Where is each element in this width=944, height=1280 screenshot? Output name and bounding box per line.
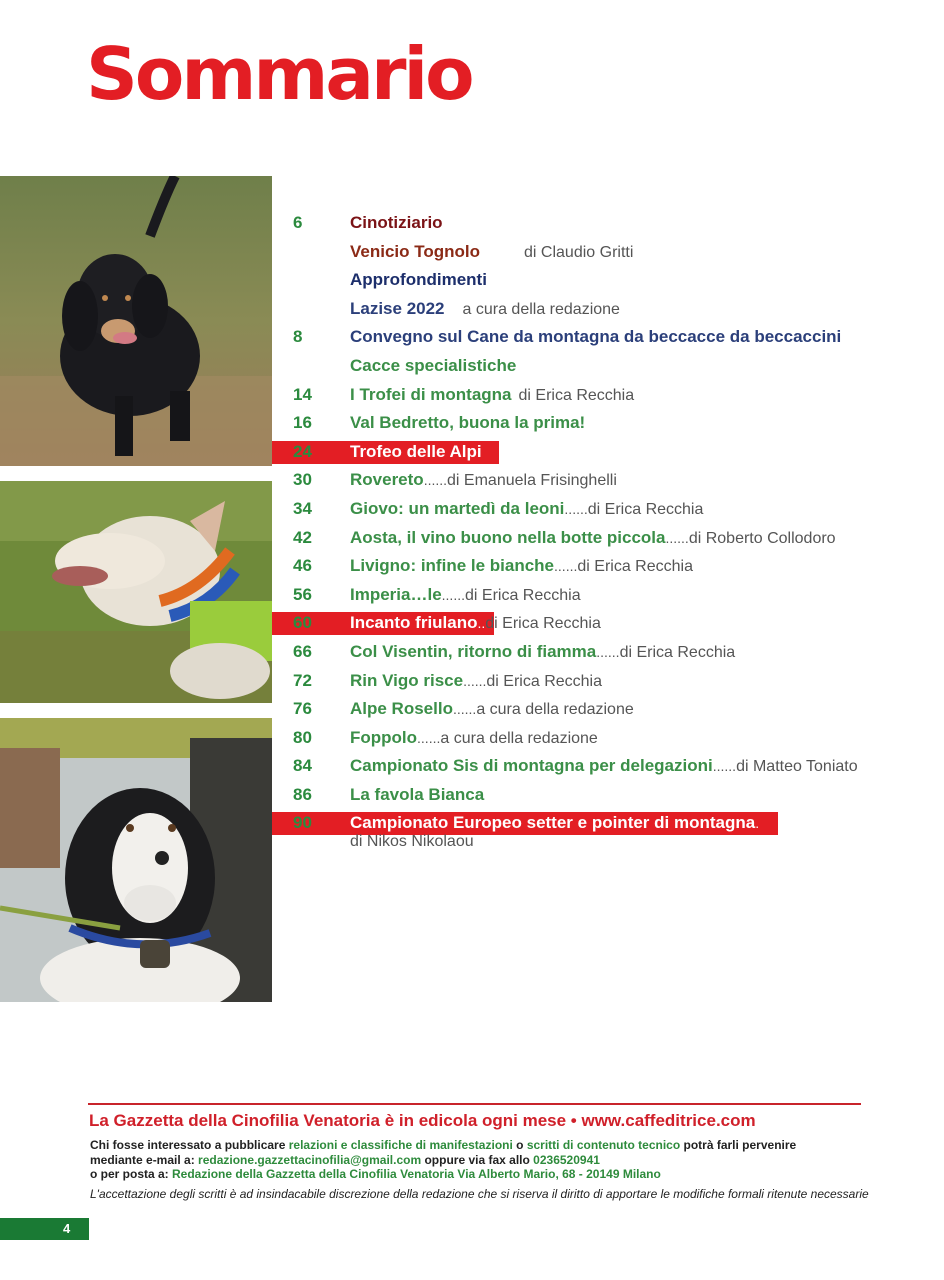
toc-leader-dots: ...... (712, 758, 737, 775)
toc-title: Lazise 2022 (350, 298, 445, 318)
toc-author: di Emanuela Frisinghelli (447, 472, 617, 490)
toc-page-number: 80 (293, 727, 312, 747)
toc-page-number: 72 (293, 670, 312, 690)
toc-page-number: 30 (293, 470, 312, 490)
toc-title-group (350, 352, 516, 381)
toc-page-number: 34 (293, 498, 312, 518)
toc-title: Foppolo (350, 727, 418, 747)
toc-title-group (350, 466, 617, 496)
toc-title: Val Bedretto, buona la prima! (350, 413, 586, 433)
toc-row[interactable] (0, 352, 944, 381)
toc-title: Cinotiziario (350, 213, 443, 232)
toc-page-number: 14 (293, 384, 312, 404)
toc-leader-dots: ...... (441, 586, 465, 603)
toc-page-number: 16 (293, 413, 312, 433)
toc-author: di Claudio Gritti (524, 243, 634, 261)
toc-title-group (350, 238, 633, 268)
toc-page-number: 60 (293, 613, 312, 633)
toc-title-group (350, 667, 602, 697)
toc-title-group (350, 266, 487, 295)
footer-headline: La Gazzetta della Cinofilia Venatoria è in edicola ogni mese • www.caffeditrice.com (89, 1111, 756, 1130)
table-of-contents (0, 209, 944, 851)
toc-page-number: 86 (293, 784, 312, 804)
toc-author: di Roberto Collodoro (688, 529, 836, 547)
toc-row[interactable] (0, 323, 944, 352)
toc-title-group (350, 295, 620, 325)
toc-title: I Trofei di montagna (350, 384, 512, 404)
toc-title: Incanto friulano (350, 613, 478, 633)
footer-line-2: mediante e-mail a: redazione.gazzettacinofilia@gmail.com oppure via fax allo 0236520941 (90, 1152, 600, 1167)
toc-title: Alpe Rosello (350, 699, 453, 719)
toc-row[interactable] (0, 695, 944, 724)
toc-row[interactable] (0, 724, 944, 753)
toc-author: di Matteo Toniato (736, 758, 858, 776)
toc-row[interactable] (0, 638, 944, 667)
toc-title-group (350, 781, 484, 810)
toc-title: Rovereto (350, 470, 424, 490)
toc-title-group (350, 552, 693, 582)
toc-title-group (350, 409, 585, 438)
toc-author: di Nikos Nikolaou (350, 833, 474, 851)
toc-title: Convegno sul Cane da montagna da beccacce da beccaccini (350, 327, 842, 347)
toc-row[interactable] (0, 552, 944, 581)
page-number: 4 (63, 1221, 71, 1236)
toc-title: Col Visentin, ritorno di fiamma (350, 641, 597, 661)
toc-page-number: 42 (293, 527, 312, 547)
footer-submission-info (90, 1138, 796, 1182)
toc-leader-dots: ...... (554, 558, 578, 575)
toc-title-group (350, 638, 735, 668)
toc-author: di Erica Recchia (465, 586, 581, 604)
footer-line-3: o per posta a: Redazione della Gazzetta della Cinofilia Venatoria Via Alberto Mario, 68 - 20149 Milano (90, 1167, 661, 1181)
footer-divider (88, 1103, 861, 1105)
footer-disclaimer: L'accettazione degli scritti è ad insindacabile discrezione della redazione che si riserva il diritto di apportare le modifiche formali ritenute necessarie (90, 1187, 869, 1201)
toc-leader-dots: ...... (564, 500, 588, 517)
toc-author: a cura della redazione (462, 300, 620, 318)
toc-row[interactable] (0, 409, 944, 438)
footer-line-1: Chi fosse interessato a pubblicare relazioni e classifiche di manifestazioni o scritti di contenuto tecnico potrà farli pervenire (90, 1138, 797, 1152)
toc-row[interactable] (0, 209, 944, 238)
toc-title-group (350, 524, 836, 554)
toc-row[interactable] (0, 295, 944, 324)
toc-title-group (350, 381, 634, 411)
toc-author: di Erica Recchia (485, 615, 601, 633)
toc-leader-dots: ...... (417, 729, 441, 746)
toc-page-number: 90 (293, 813, 312, 833)
toc-leader-dots: ...... (665, 529, 689, 546)
toc-page-number: 76 (293, 699, 312, 719)
toc-title: Campionato Sis di montagna per delegazioni (350, 756, 713, 776)
toc-title-group (350, 752, 858, 782)
toc-title-group (350, 438, 482, 467)
toc-title: Imperia…le (350, 584, 442, 604)
toc-title: Trofeo delle Alpi (350, 441, 482, 461)
toc-page-number: 84 (293, 756, 312, 776)
toc-row[interactable] (0, 381, 944, 410)
toc-row[interactable] (0, 809, 944, 851)
toc-page-number: 56 (293, 584, 312, 604)
toc-title: Campionato Europeo setter e pointer di montagna (350, 813, 756, 833)
toc-title: Giovo: un martedì da leoni (350, 498, 565, 518)
toc-row[interactable] (0, 238, 944, 267)
toc-title-group (350, 724, 598, 754)
toc-author: di Erica Recchia (518, 386, 635, 404)
toc-page-number: 46 (293, 556, 312, 576)
toc-row[interactable] (0, 438, 944, 467)
toc-row[interactable] (0, 781, 944, 810)
toc-author: di Erica Recchia (587, 500, 704, 518)
page-number-box (0, 1218, 89, 1240)
toc-page-number: 8 (293, 327, 303, 347)
toc-author: di Erica Recchia (577, 558, 693, 576)
toc-page-number: 6 (293, 213, 303, 232)
toc-title: Livigno: infine le bianche (350, 556, 555, 576)
toc-title: Venicio Tognolo (350, 241, 481, 261)
toc-row[interactable] (0, 495, 944, 524)
toc-row[interactable] (0, 752, 944, 781)
toc-row[interactable] (0, 266, 944, 295)
page-title: Sommario (86, 32, 472, 116)
toc-title-group (350, 695, 634, 725)
toc-title: Approfondimenti (350, 270, 487, 290)
toc-row[interactable] (0, 524, 944, 553)
toc-title-group (350, 609, 601, 639)
toc-row[interactable] (0, 581, 944, 610)
toc-leader-dots: ...... (596, 643, 620, 660)
toc-title: Rin Vigo risce (350, 670, 464, 690)
toc-page-number: 66 (293, 641, 312, 661)
toc-title-group (350, 581, 581, 611)
toc-row[interactable] (0, 667, 944, 696)
email-link[interactable]: redazione.gazzettacinofilia@gmail.com (198, 1152, 422, 1167)
toc-title-group (350, 209, 443, 238)
toc-title: Aosta, il vino buono nella botte piccola (350, 527, 666, 547)
toc-author: di Erica Recchia (486, 672, 603, 690)
toc-leader-dots: ...... (463, 672, 487, 689)
toc-leader-dots: .. (477, 615, 486, 632)
toc-leader-dots: ...... (452, 701, 477, 718)
toc-title: Cacce specialistiche (350, 355, 517, 375)
toc-title-group (350, 495, 703, 525)
toc-title: La favola Bianca (350, 784, 485, 804)
toc-leader-dots: . (755, 815, 760, 832)
toc-row[interactable] (0, 466, 944, 495)
toc-author: di Erica Recchia (619, 643, 736, 661)
toc-author: a cura della redazione (440, 729, 598, 747)
toc-row[interactable] (0, 609, 944, 638)
toc-author: a cura della redazione (476, 701, 634, 719)
toc-title-group (350, 323, 841, 352)
toc-page-number: 24 (293, 441, 312, 461)
toc-leader-dots: ...... (423, 472, 448, 489)
